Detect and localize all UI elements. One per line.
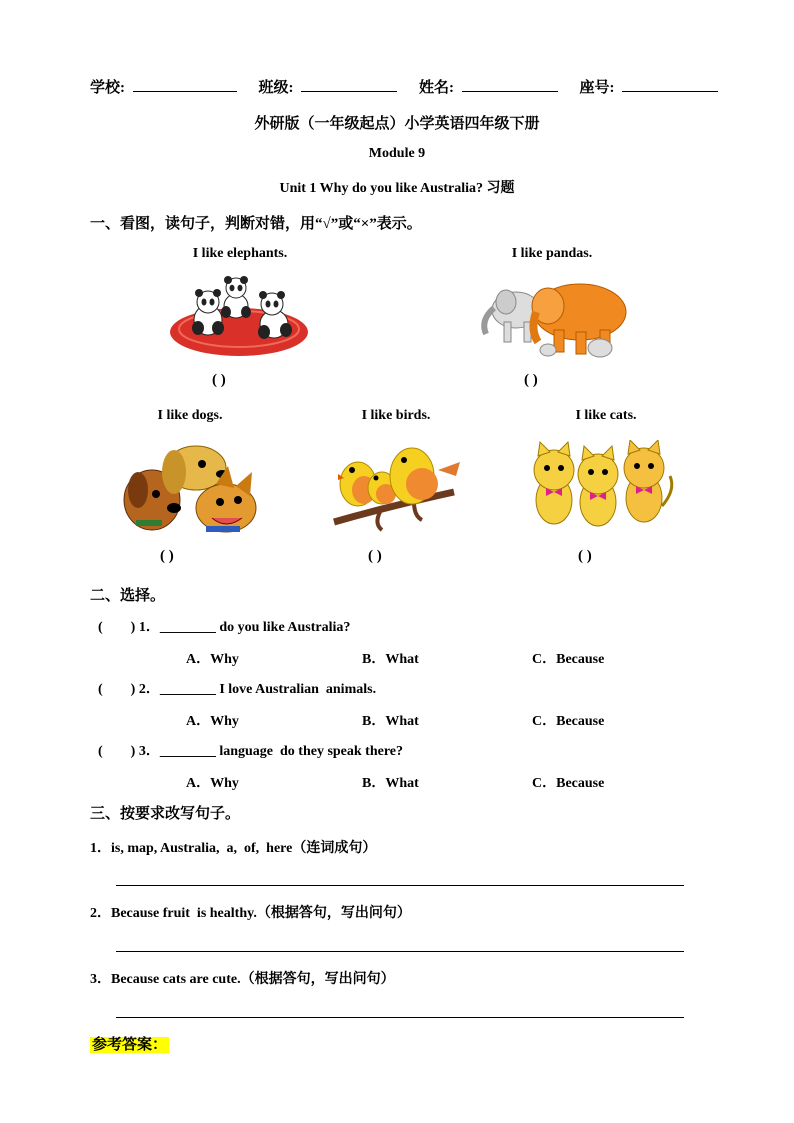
school-field[interactable] — [133, 77, 237, 92]
sentence-3: I like dogs. — [157, 408, 223, 423]
question-3-paren[interactable]: ( ) 3． — [98, 744, 160, 759]
question-2-blank[interactable]: ________ — [159, 682, 216, 697]
question-3 — [98, 740, 403, 760]
q2-option-a[interactable]: A．Why — [186, 714, 239, 729]
name-field[interactable] — [462, 77, 558, 92]
answer-paren-2[interactable]: ( ) — [524, 372, 538, 388]
birds-icon — [330, 440, 466, 532]
name-label: 姓名: — [419, 80, 454, 96]
student-info-row — [90, 76, 710, 98]
answer-line-1[interactable] — [116, 885, 684, 886]
q3-option-b[interactable]: B．What — [362, 776, 419, 791]
q1-option-a[interactable]: A．Why — [186, 652, 239, 667]
question-2-paren[interactable]: ( ) 2． — [98, 682, 160, 697]
answer-paren-3[interactable]: ( ) — [160, 548, 174, 564]
question-3-text: language do they speak there? — [215, 744, 404, 759]
question-3-blank[interactable]: ________ — [159, 744, 216, 759]
section3-heading: 三、按要求改写句子。 — [90, 806, 241, 822]
section1-heading: 一、看图，读句子，判断对错，用“√”或“×”表示。 — [90, 216, 422, 232]
answer-line-3[interactable] — [116, 1017, 684, 1018]
q1-option-c[interactable]: C．Because — [532, 652, 605, 667]
rewrite-item-1: 1．is, map, Australia, a, of, here（连词成句） — [90, 841, 377, 856]
question-1-paren[interactable]: ( ) 1． — [98, 620, 160, 635]
answers-label-text: 参考答案： — [92, 1037, 168, 1053]
section2-heading: 二、选择。 — [90, 588, 166, 604]
rewrite-item-2: 2．Because fruit is healthy.（根据答句，写出问句） — [90, 906, 411, 921]
elephants-icon — [476, 272, 632, 360]
answer-line-2[interactable] — [116, 951, 684, 952]
answers-label — [90, 1033, 169, 1054]
q3-option-c[interactable]: C．Because — [532, 776, 605, 791]
question-1 — [98, 616, 350, 636]
dogs-icon — [116, 438, 258, 534]
answer-paren-4[interactable]: ( ) — [368, 548, 382, 564]
pandas-icon — [168, 272, 310, 360]
sentence-2: I like pandas. — [511, 246, 593, 261]
rewrite-item-3: 3．Because cats are cute.（根据答句，写出问句） — [90, 972, 395, 987]
module-title: Module 9 — [368, 146, 426, 161]
class-label: 班级: — [258, 80, 294, 96]
cats-icon — [526, 440, 678, 528]
answer-paren-1[interactable]: ( ) — [212, 372, 226, 388]
answer-paren-5[interactable]: ( ) — [578, 548, 592, 564]
worksheet-title: 外研版（一年级起点）小学英语四年级下册 — [254, 116, 540, 132]
seat-label: 座号: — [579, 80, 615, 96]
sentence-4: I like birds. — [361, 408, 431, 423]
q1-option-b[interactable]: B．What — [362, 652, 419, 667]
class-field[interactable] — [301, 77, 397, 92]
seat-field[interactable] — [622, 77, 718, 92]
question-2 — [98, 678, 376, 698]
school-label: 学校: — [90, 80, 125, 96]
question-1-blank[interactable]: ________ — [159, 620, 216, 635]
sentence-5: I like cats. — [575, 408, 637, 423]
q2-option-c[interactable]: C．Because — [532, 714, 605, 729]
question-1-text: do you like Australia? — [215, 620, 351, 635]
question-2-text: I love Australian animals. — [215, 682, 377, 697]
q2-option-b[interactable]: B．What — [362, 714, 419, 729]
unit-title: Unit 1 Why do you like Australia? 习题 — [279, 181, 515, 196]
sentence-1: I like elephants. — [192, 246, 288, 261]
q3-option-a[interactable]: A．Why — [186, 776, 239, 791]
